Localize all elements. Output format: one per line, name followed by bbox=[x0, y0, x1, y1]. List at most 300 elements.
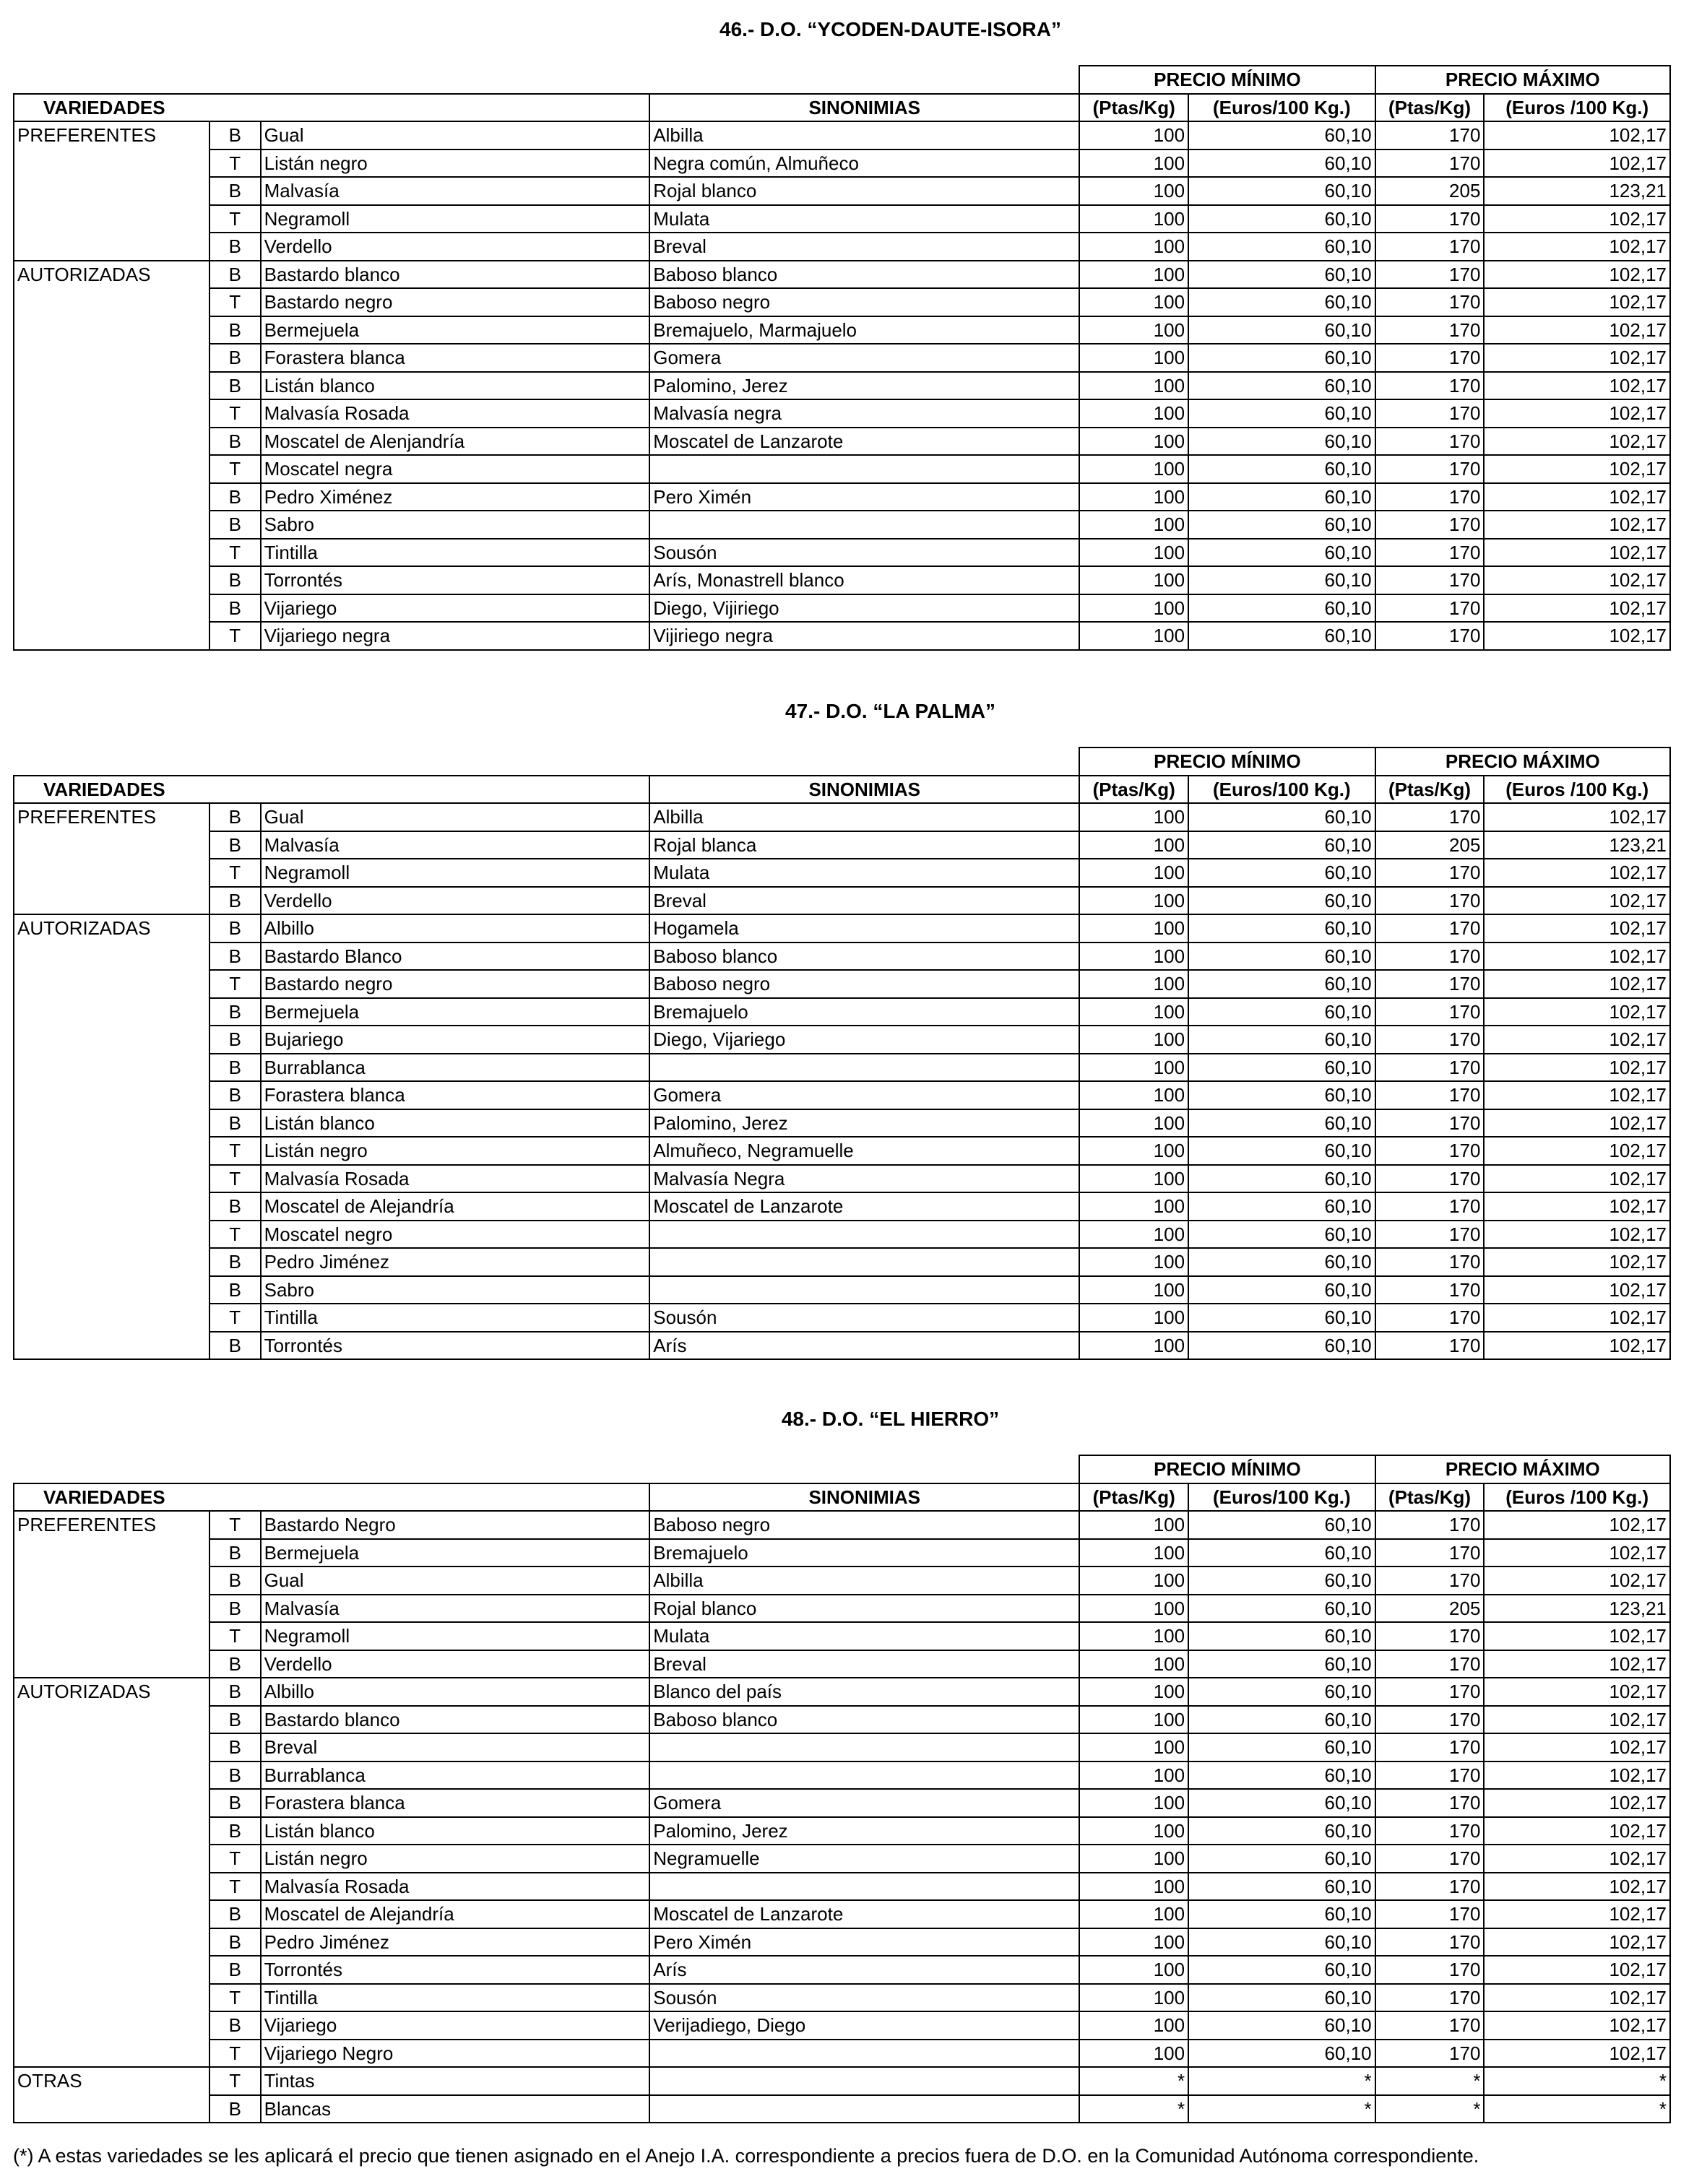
euros-min: 60,10 bbox=[1188, 1304, 1375, 1332]
euros-max: 102,17 bbox=[1484, 1733, 1670, 1762]
ptas-min: 100 bbox=[1079, 233, 1188, 261]
synonyms: Rojal blanco bbox=[649, 1595, 1079, 1623]
euros-min: 60,10 bbox=[1188, 622, 1375, 650]
section-title: 47.- D.O. “LA PALMA” bbox=[785, 700, 995, 722]
color-class: B bbox=[209, 428, 261, 456]
ptas-max: 170 bbox=[1375, 1026, 1485, 1054]
section-47 bbox=[0, 699, 1694, 724]
variety-name: Tintilla bbox=[261, 1304, 650, 1332]
table-row bbox=[14, 372, 1670, 400]
variety-name: Bastardo negro bbox=[261, 970, 650, 998]
euros-min: 60,10 bbox=[1188, 316, 1375, 344]
ptas-max: 170 bbox=[1375, 622, 1485, 650]
synonyms: Malvasía negra bbox=[649, 399, 1079, 428]
synonyms: Palomino, Jerez bbox=[649, 372, 1079, 400]
table-row bbox=[14, 1900, 1670, 1928]
synonyms: Verijadiego, Diego bbox=[649, 2011, 1079, 2040]
table-row bbox=[14, 1192, 1670, 1221]
variety-name: Bastardo blanco bbox=[261, 1706, 650, 1734]
color-class: B bbox=[209, 1650, 261, 1678]
ptas-max: 170 bbox=[1375, 998, 1485, 1026]
variety-name: Gual bbox=[261, 1566, 650, 1595]
header-spacer bbox=[14, 1455, 1079, 1483]
synonyms: Diego, Vijariego bbox=[649, 1026, 1079, 1054]
euros-max: 102,17 bbox=[1484, 942, 1670, 971]
synonyms: Bremajuelo, Marmajuelo bbox=[649, 316, 1079, 344]
ptas-min: * bbox=[1079, 2067, 1188, 2095]
ptas-max: 205 bbox=[1375, 831, 1485, 859]
color-class: B bbox=[209, 344, 261, 372]
table-row bbox=[14, 1026, 1670, 1054]
color-class: B bbox=[209, 1706, 261, 1734]
ptas-max: 170 bbox=[1375, 1678, 1485, 1706]
color-class: T bbox=[209, 455, 261, 483]
synonyms: Arís, Monastrell blanco bbox=[649, 566, 1079, 594]
ptas-min-header: (Ptas/Kg) bbox=[1079, 776, 1188, 804]
variety-name: Moscatel negro bbox=[261, 1221, 650, 1249]
euros-max: 102,17 bbox=[1484, 970, 1670, 998]
color-class: T bbox=[209, 2040, 261, 2068]
ptas-min: 100 bbox=[1079, 539, 1188, 567]
variety-name: Burrablanca bbox=[261, 1054, 650, 1082]
synonyms: Baboso negro bbox=[649, 288, 1079, 316]
variety-name: Breval bbox=[261, 1733, 650, 1762]
table-row bbox=[14, 150, 1670, 178]
ptas-max: 170 bbox=[1375, 150, 1485, 178]
ptas-max: 170 bbox=[1375, 344, 1485, 372]
table-row bbox=[14, 914, 1670, 942]
ptas-min: 100 bbox=[1079, 399, 1188, 428]
variety-name: Pedro Jiménez bbox=[261, 1248, 650, 1276]
ptas-min: 100 bbox=[1079, 205, 1188, 233]
synonyms: Baboso negro bbox=[649, 1511, 1079, 1539]
euros-min: 60,10 bbox=[1188, 887, 1375, 915]
ptas-min: 100 bbox=[1079, 261, 1188, 289]
ptas-max: * bbox=[1375, 2067, 1485, 2095]
variedades-header: VARIEDADES bbox=[14, 94, 649, 122]
ptas-max: 170 bbox=[1375, 1900, 1485, 1928]
ptas-min: 100 bbox=[1079, 594, 1188, 623]
euros-min: 60,10 bbox=[1188, 205, 1375, 233]
color-class: B bbox=[209, 831, 261, 859]
color-class: T bbox=[209, 859, 261, 887]
euros-max: 102,17 bbox=[1484, 859, 1670, 887]
table-row bbox=[14, 887, 1670, 915]
ptas-min: 100 bbox=[1079, 150, 1188, 178]
section-46 bbox=[0, 17, 1694, 42]
euros-max: 123,21 bbox=[1484, 831, 1670, 859]
color-class: B bbox=[209, 483, 261, 511]
euros-min: 60,10 bbox=[1188, 859, 1375, 887]
color-class: T bbox=[209, 1137, 261, 1165]
synonyms: Moscatel de Lanzarote bbox=[649, 1192, 1079, 1221]
variety-name: Malvasía bbox=[261, 177, 650, 205]
euros-max: 102,17 bbox=[1484, 1276, 1670, 1304]
ptas-min: 100 bbox=[1079, 887, 1188, 915]
table-row bbox=[14, 998, 1670, 1026]
euros-max: 102,17 bbox=[1484, 288, 1670, 316]
ptas-max: 170 bbox=[1375, 261, 1485, 289]
variety-name: Vijariego Negro bbox=[261, 2040, 650, 2068]
euros-min: * bbox=[1188, 2067, 1375, 2095]
euros-max: 102,17 bbox=[1484, 2011, 1670, 2040]
color-class: T bbox=[209, 1221, 261, 1249]
table-row bbox=[14, 970, 1670, 998]
euros-min: 60,10 bbox=[1188, 233, 1375, 261]
euros-min: 60,10 bbox=[1188, 1192, 1375, 1221]
euros-min: 60,10 bbox=[1188, 1165, 1375, 1193]
ptas-min: 100 bbox=[1079, 344, 1188, 372]
euros-max: * bbox=[1484, 2095, 1670, 2123]
ptas-max: 170 bbox=[1375, 1137, 1485, 1165]
ptas-min: 100 bbox=[1079, 1511, 1188, 1539]
color-class: B bbox=[209, 803, 261, 831]
ptas-max: 170 bbox=[1375, 1276, 1485, 1304]
ptas-min: 100 bbox=[1079, 1026, 1188, 1054]
table-row bbox=[14, 1733, 1670, 1762]
euros-max-header: (Euros /100 Kg.) bbox=[1484, 94, 1670, 122]
synonyms: Almuñeco, Negramuelle bbox=[649, 1137, 1079, 1165]
ptas-max: 170 bbox=[1375, 483, 1485, 511]
ptas-min: 100 bbox=[1079, 1733, 1188, 1762]
euros-max: 102,17 bbox=[1484, 1984, 1670, 2012]
variety-name: Forastera blanca bbox=[261, 1789, 650, 1817]
table-row bbox=[14, 288, 1670, 316]
variety-name: Burrablanca bbox=[261, 1762, 650, 1790]
color-class: T bbox=[209, 1622, 261, 1650]
variety-name: Blancas bbox=[261, 2095, 650, 2123]
variety-name: Malvasía bbox=[261, 831, 650, 859]
euros-min: 60,10 bbox=[1188, 1873, 1375, 1901]
ptas-max: 170 bbox=[1375, 1873, 1485, 1901]
euros-min: 60,10 bbox=[1188, 1137, 1375, 1165]
ptas-min: 100 bbox=[1079, 1956, 1188, 1984]
euros-max: 102,17 bbox=[1484, 1221, 1670, 1249]
variety-name: Listán negro bbox=[261, 1137, 650, 1165]
variety-name: Sabro bbox=[261, 1276, 650, 1304]
color-class: B bbox=[209, 1054, 261, 1082]
euros-max: 102,17 bbox=[1484, 998, 1670, 1026]
synonyms bbox=[649, 1248, 1079, 1276]
ptas-max: 170 bbox=[1375, 942, 1485, 971]
table-row bbox=[14, 1276, 1670, 1304]
ptas-min: 100 bbox=[1079, 803, 1188, 831]
variety-name: Moscatel de Alejandría bbox=[261, 1192, 650, 1221]
variedades-header: VARIEDADES bbox=[14, 1483, 649, 1512]
ptas-min: 100 bbox=[1079, 1900, 1188, 1928]
ptas-max-header: (Ptas/Kg) bbox=[1375, 1483, 1485, 1512]
euros-max: 102,17 bbox=[1484, 1081, 1670, 1109]
table-row bbox=[14, 344, 1670, 372]
prices-table-46 bbox=[13, 65, 1671, 651]
ptas-max: 205 bbox=[1375, 1595, 1485, 1623]
synonyms: Albilla bbox=[649, 1566, 1079, 1595]
synonyms: Moscatel de Lanzarote bbox=[649, 1900, 1079, 1928]
table-row bbox=[14, 1650, 1670, 1678]
ptas-max: 170 bbox=[1375, 1733, 1485, 1762]
ptas-min: 100 bbox=[1079, 1332, 1188, 1360]
sinonimias-header: SINONIMIAS bbox=[649, 94, 1079, 122]
synonyms: Negra común, Almuñeco bbox=[649, 150, 1079, 178]
group-label: AUTORIZADAS bbox=[14, 261, 209, 650]
euros-min: 60,10 bbox=[1188, 483, 1375, 511]
euros-min: 60,10 bbox=[1188, 566, 1375, 594]
ptas-max: 170 bbox=[1375, 511, 1485, 539]
table-row bbox=[14, 1622, 1670, 1650]
euros-min: 60,10 bbox=[1188, 1539, 1375, 1567]
synonyms bbox=[649, 1873, 1079, 1901]
header-row-top bbox=[14, 66, 1670, 94]
color-class: B bbox=[209, 2095, 261, 2123]
header-row-top bbox=[14, 1455, 1670, 1483]
synonyms: Arís bbox=[649, 1956, 1079, 1984]
ptas-min: 100 bbox=[1079, 914, 1188, 942]
euros-max: 102,17 bbox=[1484, 1789, 1670, 1817]
precio-maximo-header: PRECIO MÁXIMO bbox=[1375, 1455, 1670, 1483]
synonyms: Sousón bbox=[649, 1984, 1079, 2012]
synonyms: Mulata bbox=[649, 1622, 1079, 1650]
ptas-min: 100 bbox=[1079, 859, 1188, 887]
ptas-min: 100 bbox=[1079, 1539, 1188, 1567]
ptas-min: 100 bbox=[1079, 942, 1188, 971]
color-class: B bbox=[209, 566, 261, 594]
euros-max: 102,17 bbox=[1484, 233, 1670, 261]
synonyms: Vijiriego negra bbox=[649, 622, 1079, 650]
table-row bbox=[14, 399, 1670, 428]
color-class: B bbox=[209, 316, 261, 344]
table-row bbox=[14, 859, 1670, 887]
ptas-min: 100 bbox=[1079, 1789, 1188, 1817]
color-class: B bbox=[209, 1733, 261, 1762]
variety-name: Tintilla bbox=[261, 539, 650, 567]
variety-name: Listán blanco bbox=[261, 1817, 650, 1845]
euros-max: 102,17 bbox=[1484, 1054, 1670, 1082]
color-class: B bbox=[209, 1539, 261, 1567]
ptas-max: 170 bbox=[1375, 121, 1485, 150]
ptas-min: 100 bbox=[1079, 1137, 1188, 1165]
euros-min: 60,10 bbox=[1188, 1928, 1375, 1956]
variety-name: Bastardo Negro bbox=[261, 1511, 650, 1539]
header-spacer bbox=[14, 66, 1079, 94]
color-class: T bbox=[209, 205, 261, 233]
euros-min: 60,10 bbox=[1188, 121, 1375, 150]
synonyms: Bremajuelo bbox=[649, 1539, 1079, 1567]
color-class: B bbox=[209, 1817, 261, 1845]
synonyms: Arís bbox=[649, 1332, 1079, 1360]
ptas-max: 170 bbox=[1375, 372, 1485, 400]
ptas-min: 100 bbox=[1079, 1276, 1188, 1304]
variety-name: Sabro bbox=[261, 511, 650, 539]
color-class: T bbox=[209, 1845, 261, 1873]
variety-name: Moscatel negra bbox=[261, 455, 650, 483]
synonyms bbox=[649, 2067, 1079, 2095]
ptas-min: 100 bbox=[1079, 1873, 1188, 1901]
variety-name: Bastardo negro bbox=[261, 288, 650, 316]
footnote: (*) A estas variedades se les aplicará el precio que tienen asignado en el Anejo I.A. correspondiente a precios fuera de D.O. en la Comunidad Autónoma correspondiente. bbox=[13, 2145, 1479, 2167]
ptas-min: 100 bbox=[1079, 1984, 1188, 2012]
color-class: B bbox=[209, 1566, 261, 1595]
precio-maximo-header: PRECIO MÁXIMO bbox=[1375, 748, 1670, 776]
group-label: PREFERENTES bbox=[14, 121, 209, 261]
euros-min: 60,10 bbox=[1188, 914, 1375, 942]
variety-name: Listán blanco bbox=[261, 1109, 650, 1138]
euros-min: 60,10 bbox=[1188, 998, 1375, 1026]
color-class: T bbox=[209, 622, 261, 650]
table-row bbox=[14, 1332, 1670, 1360]
synonyms bbox=[649, 1221, 1079, 1249]
synonyms: Moscatel de Lanzarote bbox=[649, 428, 1079, 456]
euros-min-header: (Euros/100 Kg.) bbox=[1188, 1483, 1375, 1512]
color-class: B bbox=[209, 2011, 261, 2040]
table-row bbox=[14, 2040, 1670, 2068]
euros-max: 102,17 bbox=[1484, 316, 1670, 344]
color-class: B bbox=[209, 1192, 261, 1221]
table-row bbox=[14, 803, 1670, 831]
variety-name: Malvasía Rosada bbox=[261, 1165, 650, 1193]
group-label: AUTORIZADAS bbox=[14, 1678, 209, 2067]
color-class: T bbox=[209, 1511, 261, 1539]
table-row bbox=[14, 511, 1670, 539]
euros-max: 102,17 bbox=[1484, 1928, 1670, 1956]
color-class: B bbox=[209, 594, 261, 623]
euros-max: 102,17 bbox=[1484, 1762, 1670, 1790]
euros-min: * bbox=[1188, 2095, 1375, 2123]
synonyms: Sousón bbox=[649, 539, 1079, 567]
synonyms: Bremajuelo bbox=[649, 998, 1079, 1026]
euros-max: 102,17 bbox=[1484, 1678, 1670, 1706]
euros-min: 60,10 bbox=[1188, 1109, 1375, 1138]
color-class: B bbox=[209, 372, 261, 400]
table-row bbox=[14, 622, 1670, 650]
variety-name: Bujariego bbox=[261, 1026, 650, 1054]
ptas-max: 170 bbox=[1375, 1539, 1485, 1567]
synonyms: Mulata bbox=[649, 859, 1079, 887]
table-row bbox=[14, 205, 1670, 233]
euros-max: 102,17 bbox=[1484, 205, 1670, 233]
header-spacer bbox=[14, 748, 1079, 776]
euros-max: 102,17 bbox=[1484, 428, 1670, 456]
variety-name: Gual bbox=[261, 803, 650, 831]
variety-name: Listán negro bbox=[261, 150, 650, 178]
synonyms: Palomino, Jerez bbox=[649, 1109, 1079, 1138]
synonyms: Gomera bbox=[649, 1789, 1079, 1817]
prices-table-48 bbox=[13, 1455, 1671, 2123]
variety-name: Tintilla bbox=[261, 1984, 650, 2012]
header-row bbox=[14, 1483, 1670, 1512]
table-row bbox=[14, 1789, 1670, 1817]
euros-max: 102,17 bbox=[1484, 511, 1670, 539]
table-row bbox=[14, 2067, 1670, 2095]
euros-min: 60,10 bbox=[1188, 1595, 1375, 1623]
variety-name: Listán negro bbox=[261, 1845, 650, 1873]
table-row bbox=[14, 428, 1670, 456]
variety-name: Vijariego negra bbox=[261, 622, 650, 650]
ptas-max: 170 bbox=[1375, 399, 1485, 428]
table-row bbox=[14, 316, 1670, 344]
euros-min: 60,10 bbox=[1188, 1248, 1375, 1276]
ptas-max: 170 bbox=[1375, 1511, 1485, 1539]
table-row bbox=[14, 1928, 1670, 1956]
euros-max: 102,17 bbox=[1484, 1304, 1670, 1332]
euros-max: 102,17 bbox=[1484, 121, 1670, 150]
ptas-min: 100 bbox=[1079, 316, 1188, 344]
ptas-min: 100 bbox=[1079, 288, 1188, 316]
color-class: T bbox=[209, 539, 261, 567]
variety-name: Albillo bbox=[261, 914, 650, 942]
variety-name: Torrontés bbox=[261, 566, 650, 594]
group-label: PREFERENTES bbox=[14, 1511, 209, 1678]
table-row bbox=[14, 261, 1670, 289]
synonyms: Pero Ximén bbox=[649, 483, 1079, 511]
euros-min: 60,10 bbox=[1188, 1332, 1375, 1360]
ptas-min: 100 bbox=[1079, 483, 1188, 511]
variety-name: Bastardo Blanco bbox=[261, 942, 650, 971]
euros-min: 60,10 bbox=[1188, 970, 1375, 998]
ptas-max: 170 bbox=[1375, 1956, 1485, 1984]
euros-min-header: (Euros/100 Kg.) bbox=[1188, 94, 1375, 122]
table-row bbox=[14, 566, 1670, 594]
variety-name: Pedro Ximénez bbox=[261, 483, 650, 511]
euros-max: 102,17 bbox=[1484, 914, 1670, 942]
table-row bbox=[14, 594, 1670, 623]
euros-max: 102,17 bbox=[1484, 1137, 1670, 1165]
ptas-min: 100 bbox=[1079, 1928, 1188, 1956]
ptas-max: 170 bbox=[1375, 1248, 1485, 1276]
table-row bbox=[14, 1054, 1670, 1082]
variety-name: Negramoll bbox=[261, 1622, 650, 1650]
ptas-max: 170 bbox=[1375, 1789, 1485, 1817]
euros-min: 60,10 bbox=[1188, 1026, 1375, 1054]
color-class: T bbox=[209, 1873, 261, 1901]
table-row bbox=[14, 1817, 1670, 1845]
ptas-min: 100 bbox=[1079, 1706, 1188, 1734]
synonyms bbox=[649, 511, 1079, 539]
table-row bbox=[14, 1845, 1670, 1873]
euros-min: 60,10 bbox=[1188, 1511, 1375, 1539]
ptas-min: 100 bbox=[1079, 1595, 1188, 1623]
euros-min: 60,10 bbox=[1188, 1622, 1375, 1650]
euros-min-header: (Euros/100 Kg.) bbox=[1188, 776, 1375, 804]
ptas-max-header: (Ptas/Kg) bbox=[1375, 94, 1485, 122]
euros-min: 60,10 bbox=[1188, 1789, 1375, 1817]
ptas-max: * bbox=[1375, 2095, 1485, 2123]
ptas-max: 170 bbox=[1375, 1081, 1485, 1109]
synonyms bbox=[649, 455, 1079, 483]
euros-min: 60,10 bbox=[1188, 511, 1375, 539]
synonyms: Rojal blanca bbox=[649, 831, 1079, 859]
euros-min: 60,10 bbox=[1188, 2040, 1375, 2068]
ptas-max: 170 bbox=[1375, 288, 1485, 316]
color-class: T bbox=[209, 288, 261, 316]
synonyms: Diego, Vijiriego bbox=[649, 594, 1079, 623]
ptas-max: 170 bbox=[1375, 1622, 1485, 1650]
ptas-min: 100 bbox=[1079, 1650, 1188, 1678]
table-row bbox=[14, 1081, 1670, 1109]
variety-name: Tintas bbox=[261, 2067, 650, 2095]
variety-name: Negramoll bbox=[261, 859, 650, 887]
ptas-min: 100 bbox=[1079, 372, 1188, 400]
synonyms: Mulata bbox=[649, 205, 1079, 233]
precio-maximo-header: PRECIO MÁXIMO bbox=[1375, 66, 1670, 94]
synonyms bbox=[649, 2095, 1079, 2123]
variety-name: Verdello bbox=[261, 233, 650, 261]
table-row bbox=[14, 1248, 1670, 1276]
ptas-max: 170 bbox=[1375, 859, 1485, 887]
euros-max: 102,17 bbox=[1484, 1192, 1670, 1221]
ptas-max: 170 bbox=[1375, 233, 1485, 261]
synonyms: Negramuelle bbox=[649, 1845, 1079, 1873]
ptas-min: 100 bbox=[1079, 1622, 1188, 1650]
